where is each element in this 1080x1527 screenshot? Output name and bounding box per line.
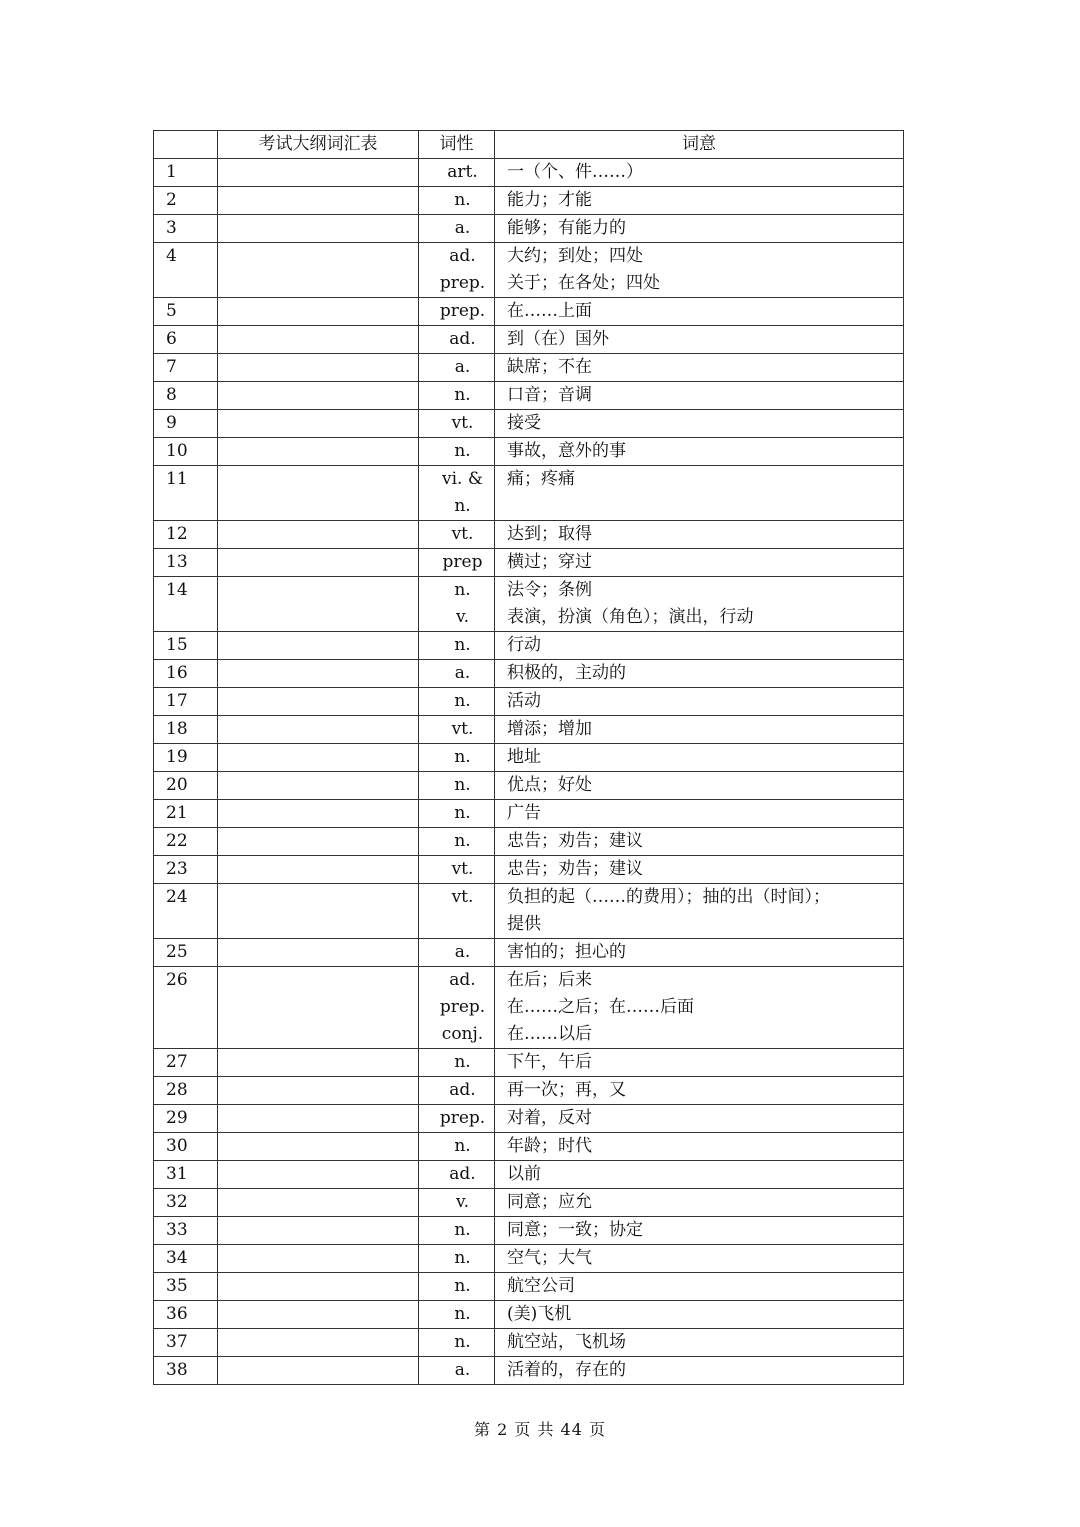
- pos-line: n.: [454, 580, 471, 600]
- pos-line: n.: [454, 1052, 471, 1072]
- row-meaning: [495, 549, 904, 577]
- row-number: 25: [154, 939, 218, 967]
- row-number: 12: [154, 521, 218, 549]
- meaning-line: 空气；大气: [507, 1248, 592, 1268]
- row-part-of-speech: [419, 354, 495, 382]
- row-word: [218, 1329, 419, 1357]
- pos-line: n.: [454, 1248, 471, 1268]
- row-number: 10: [154, 438, 218, 466]
- pos-line: prep.: [439, 1108, 486, 1128]
- row-meaning: [495, 382, 904, 410]
- row-part-of-speech: [419, 1357, 495, 1385]
- pos-line: v.: [456, 607, 469, 627]
- pos-line: v.: [456, 1192, 469, 1212]
- pos-line: a.: [454, 1360, 471, 1380]
- row-part-of-speech: [419, 800, 495, 828]
- row-meaning: [495, 800, 904, 828]
- row-part-of-speech: [419, 382, 495, 410]
- meaning-line: 在……上面: [507, 301, 592, 321]
- row-number: 9: [154, 410, 218, 438]
- meaning-line: 再一次；再，又: [507, 1080, 626, 1100]
- row-meaning: [495, 1357, 904, 1385]
- table-row: [154, 1105, 904, 1133]
- row-word: [218, 688, 419, 716]
- pos-line: a.: [454, 663, 471, 683]
- row-meaning: [495, 243, 904, 298]
- table-row: [154, 1133, 904, 1161]
- row-part-of-speech: [419, 1217, 495, 1245]
- table-row: [154, 187, 904, 215]
- row-number: 15: [154, 632, 218, 660]
- row-word: [218, 939, 419, 967]
- pos-line: a.: [454, 218, 471, 238]
- row-number: 24: [154, 884, 218, 939]
- header-meaning: 词意: [495, 131, 904, 159]
- row-number: 29: [154, 1105, 218, 1133]
- row-part-of-speech: [419, 1189, 495, 1217]
- row-word: [218, 660, 419, 688]
- meaning-line: 能够；有能力的: [507, 218, 626, 238]
- row-word: [218, 772, 419, 800]
- table-row: [154, 354, 904, 382]
- vocabulary-table: [153, 130, 904, 1385]
- meaning-line: 负担的起（……的费用）；抽的出（时间）；: [507, 887, 830, 907]
- table-row: [154, 660, 904, 688]
- row-number: 3: [154, 215, 218, 243]
- row-number: 37: [154, 1329, 218, 1357]
- table-row: [154, 716, 904, 744]
- table-row: [154, 466, 904, 521]
- meaning-line: 优点；好处: [507, 775, 592, 795]
- meaning-line: 事故，意外的事: [507, 441, 626, 461]
- row-part-of-speech: [419, 1105, 495, 1133]
- row-number: 34: [154, 1245, 218, 1273]
- meaning-line: 活动: [507, 691, 541, 711]
- pos-line: n.: [454, 803, 471, 823]
- row-word: [218, 466, 419, 521]
- meaning-line: 下午，午后: [507, 1052, 592, 1072]
- pos-line: vt.: [451, 859, 474, 879]
- row-number: 1: [154, 159, 218, 187]
- pos-line: vt.: [451, 524, 474, 544]
- meaning-line: 关于；在各处；四处: [507, 273, 660, 293]
- row-word: [218, 1301, 419, 1329]
- row-part-of-speech: [419, 298, 495, 326]
- row-word: [218, 716, 419, 744]
- row-word: [218, 187, 419, 215]
- table-row: [154, 1357, 904, 1385]
- pos-line: n.: [454, 691, 471, 711]
- row-part-of-speech: [419, 688, 495, 716]
- pos-line: n.: [454, 1220, 471, 1240]
- header-pos: 词性: [419, 131, 495, 159]
- meaning-line: 一（个、件……）: [507, 162, 643, 182]
- row-number: 20: [154, 772, 218, 800]
- row-meaning: [495, 1329, 904, 1357]
- pos-line: n.: [454, 635, 471, 655]
- table-row: [154, 884, 904, 939]
- row-meaning: [495, 354, 904, 382]
- row-meaning: [495, 1273, 904, 1301]
- table-row: [154, 772, 904, 800]
- row-meaning: [495, 967, 904, 1049]
- pos-line: n.: [454, 385, 471, 405]
- row-part-of-speech: [419, 828, 495, 856]
- table-row: [154, 939, 904, 967]
- pos-line: prep.: [439, 997, 486, 1017]
- table-row: [154, 967, 904, 1049]
- row-part-of-speech: [419, 660, 495, 688]
- table-row: [154, 828, 904, 856]
- row-part-of-speech: [419, 1329, 495, 1357]
- row-number: 14: [154, 577, 218, 632]
- row-part-of-speech: [419, 243, 495, 298]
- pos-line: a.: [454, 942, 471, 962]
- row-part-of-speech: [419, 438, 495, 466]
- row-meaning: [495, 577, 904, 632]
- row-meaning: [495, 856, 904, 884]
- pos-line: ad.: [449, 1080, 476, 1100]
- row-meaning: [495, 660, 904, 688]
- row-part-of-speech: [419, 466, 495, 521]
- meaning-line: 接受: [507, 413, 541, 433]
- row-meaning: [495, 1077, 904, 1105]
- row-meaning: [495, 215, 904, 243]
- row-meaning: [495, 744, 904, 772]
- row-part-of-speech: [419, 549, 495, 577]
- row-part-of-speech: [419, 772, 495, 800]
- row-number: 16: [154, 660, 218, 688]
- row-word: [218, 1357, 419, 1385]
- row-number: 7: [154, 354, 218, 382]
- table-row: [154, 521, 904, 549]
- pos-line: vt.: [451, 413, 474, 433]
- row-number: 11: [154, 466, 218, 521]
- row-part-of-speech: [419, 410, 495, 438]
- meaning-line: 法令；条例: [507, 580, 592, 600]
- row-part-of-speech: [419, 1133, 495, 1161]
- row-part-of-speech: [419, 577, 495, 632]
- meaning-line: 对着，反对: [507, 1108, 592, 1128]
- row-number: 5: [154, 298, 218, 326]
- pos-line: vi. &: [442, 469, 483, 489]
- row-word: [218, 884, 419, 939]
- table-row: [154, 856, 904, 884]
- row-part-of-speech: [419, 1245, 495, 1273]
- row-word: [218, 243, 419, 298]
- meaning-line: 能力；才能: [507, 190, 592, 210]
- pos-line: prep.: [439, 301, 486, 321]
- pos-line: n.: [454, 496, 471, 516]
- table-row: [154, 800, 904, 828]
- meaning-line: 同意；应允: [507, 1192, 592, 1212]
- meaning-line: 忠告；劝告；建议: [507, 831, 643, 851]
- meaning-line: (美)飞机: [507, 1304, 572, 1324]
- row-part-of-speech: [419, 521, 495, 549]
- row-word: [218, 326, 419, 354]
- row-word: [218, 744, 419, 772]
- meaning-line: 以前: [507, 1164, 541, 1184]
- row-word: [218, 856, 419, 884]
- meaning-line: 年龄；时代: [507, 1136, 592, 1156]
- table-row: [154, 549, 904, 577]
- row-meaning: [495, 772, 904, 800]
- row-part-of-speech: [419, 1301, 495, 1329]
- row-word: [218, 1189, 419, 1217]
- meaning-line: 在……之后；在……后面: [507, 997, 694, 1017]
- table-row: [154, 1245, 904, 1273]
- row-word: [218, 549, 419, 577]
- row-number: 8: [154, 382, 218, 410]
- row-part-of-speech: [419, 967, 495, 1049]
- meaning-line: 活着的，存在的: [507, 1360, 626, 1380]
- pos-line: ad.: [449, 1164, 476, 1184]
- row-part-of-speech: [419, 215, 495, 243]
- pos-line: n.: [454, 1276, 471, 1296]
- row-word: [218, 1049, 419, 1077]
- row-part-of-speech: [419, 716, 495, 744]
- row-number: 17: [154, 688, 218, 716]
- row-meaning: [495, 466, 904, 521]
- table-row: [154, 744, 904, 772]
- row-part-of-speech: [419, 632, 495, 660]
- meaning-line: 广告: [507, 803, 541, 823]
- row-meaning: [495, 159, 904, 187]
- row-word: [218, 828, 419, 856]
- meaning-line: 达到；取得: [507, 524, 592, 544]
- table-header-row: [154, 131, 904, 159]
- row-meaning: [495, 1189, 904, 1217]
- row-word: [218, 1245, 419, 1273]
- row-word: [218, 1077, 419, 1105]
- row-number: 6: [154, 326, 218, 354]
- meaning-line: 地址: [507, 747, 541, 767]
- meaning-line: 忠告；劝告；建议: [507, 859, 643, 879]
- row-part-of-speech: [419, 187, 495, 215]
- table-row: [154, 1161, 904, 1189]
- row-number: 36: [154, 1301, 218, 1329]
- meaning-line: 横过；穿过: [507, 552, 592, 572]
- meaning-line: 航空公司: [507, 1276, 575, 1296]
- header-number: [154, 131, 218, 159]
- row-number: 26: [154, 967, 218, 1049]
- row-number: 31: [154, 1161, 218, 1189]
- table-row: [154, 298, 904, 326]
- pos-line: ad.: [449, 246, 476, 266]
- row-part-of-speech: [419, 884, 495, 939]
- row-meaning: [495, 1217, 904, 1245]
- row-number: 35: [154, 1273, 218, 1301]
- row-number: 23: [154, 856, 218, 884]
- row-part-of-speech: [419, 1161, 495, 1189]
- row-meaning: [495, 1161, 904, 1189]
- table-row: [154, 243, 904, 298]
- meaning-line: 大约；到处；四处: [507, 246, 643, 266]
- pos-line: art.: [447, 162, 478, 182]
- header-word: 考试大纲词汇表: [218, 131, 419, 159]
- row-word: [218, 967, 419, 1049]
- row-number: 18: [154, 716, 218, 744]
- row-meaning: [495, 438, 904, 466]
- row-part-of-speech: [419, 1077, 495, 1105]
- meaning-line: 同意；一致；协定: [507, 1220, 643, 1240]
- meaning-line: 航空站，飞机场: [507, 1332, 626, 1352]
- row-word: [218, 354, 419, 382]
- meaning-line: 行动: [507, 635, 541, 655]
- pos-line: prep.: [439, 273, 486, 293]
- meaning-line: 积极的，主动的: [507, 663, 626, 683]
- row-number: 38: [154, 1357, 218, 1385]
- row-part-of-speech: [419, 1273, 495, 1301]
- pos-line: n.: [454, 831, 471, 851]
- table-row: [154, 159, 904, 187]
- meaning-line: 增添；增加: [507, 719, 592, 739]
- row-meaning: [495, 1245, 904, 1273]
- row-word: [218, 159, 419, 187]
- table-row: [154, 1301, 904, 1329]
- pos-line: ad.: [449, 970, 476, 990]
- pos-line: a.: [454, 357, 471, 377]
- table-row: [154, 1189, 904, 1217]
- meaning-line: 到（在）国外: [507, 329, 609, 349]
- row-word: [218, 577, 419, 632]
- table-row: [154, 410, 904, 438]
- row-meaning: [495, 1133, 904, 1161]
- row-word: [218, 1105, 419, 1133]
- row-word: [218, 632, 419, 660]
- row-number: 21: [154, 800, 218, 828]
- pos-line: n.: [454, 1304, 471, 1324]
- row-meaning: [495, 1301, 904, 1329]
- row-meaning: [495, 1049, 904, 1077]
- table-row: [154, 326, 904, 354]
- row-number: 2: [154, 187, 218, 215]
- row-meaning: [495, 716, 904, 744]
- row-word: [218, 521, 419, 549]
- row-number: 4: [154, 243, 218, 298]
- row-word: [218, 382, 419, 410]
- meaning-line: 缺席；不在: [507, 357, 592, 377]
- row-part-of-speech: [419, 856, 495, 884]
- row-number: 32: [154, 1189, 218, 1217]
- row-meaning: [495, 326, 904, 354]
- row-number: 22: [154, 828, 218, 856]
- row-word: [218, 1273, 419, 1301]
- row-number: 19: [154, 744, 218, 772]
- pos-line: prep: [442, 552, 483, 572]
- table-row: [154, 438, 904, 466]
- table-body: [154, 159, 904, 1385]
- row-meaning: [495, 410, 904, 438]
- row-word: [218, 1217, 419, 1245]
- row-word: [218, 438, 419, 466]
- row-word: [218, 1161, 419, 1189]
- table-row: [154, 1273, 904, 1301]
- table-row: [154, 382, 904, 410]
- pos-line: n.: [454, 747, 471, 767]
- pos-line: n.: [454, 190, 471, 210]
- row-part-of-speech: [419, 326, 495, 354]
- row-number: 30: [154, 1133, 218, 1161]
- row-number: 33: [154, 1217, 218, 1245]
- meaning-line: 痛；疼痛: [507, 469, 575, 489]
- page-footer: 第 2 页 共 44 页: [474, 1420, 606, 1439]
- row-meaning: [495, 298, 904, 326]
- row-part-of-speech: [419, 1049, 495, 1077]
- row-part-of-speech: [419, 744, 495, 772]
- table-row: [154, 632, 904, 660]
- row-word: [218, 298, 419, 326]
- table-row: [154, 1077, 904, 1105]
- pos-line: conj.: [441, 1024, 484, 1044]
- row-word: [218, 410, 419, 438]
- row-word: [218, 800, 419, 828]
- row-meaning: [495, 828, 904, 856]
- table-row: [154, 215, 904, 243]
- row-meaning: [495, 521, 904, 549]
- row-number: 13: [154, 549, 218, 577]
- meaning-line: 在后；后来: [507, 970, 592, 990]
- table-row: [154, 1217, 904, 1245]
- row-meaning: [495, 939, 904, 967]
- row-word: [218, 215, 419, 243]
- row-part-of-speech: [419, 939, 495, 967]
- meaning-line: 在……以后: [507, 1024, 592, 1044]
- table-row: [154, 577, 904, 632]
- meaning-line: 表演，扮演（角色）；演出，行动: [507, 607, 754, 627]
- row-meaning: [495, 632, 904, 660]
- pos-line: vt.: [451, 719, 474, 739]
- row-number: 28: [154, 1077, 218, 1105]
- row-meaning: [495, 1105, 904, 1133]
- row-part-of-speech: [419, 159, 495, 187]
- table-row: [154, 1329, 904, 1357]
- pos-line: n.: [454, 775, 471, 795]
- table-row: [154, 688, 904, 716]
- row-word: [218, 1133, 419, 1161]
- row-meaning: [495, 187, 904, 215]
- pos-line: n.: [454, 441, 471, 461]
- meaning-line: 害怕的；担心的: [507, 942, 626, 962]
- row-number: 27: [154, 1049, 218, 1077]
- pos-line: ad.: [449, 329, 476, 349]
- meaning-line: 口音；音调: [507, 385, 592, 405]
- table-row: [154, 1049, 904, 1077]
- meaning-line: 提供: [507, 914, 541, 934]
- pos-line: n.: [454, 1136, 471, 1156]
- row-meaning: [495, 688, 904, 716]
- pos-line: n.: [454, 1332, 471, 1352]
- row-meaning: [495, 884, 904, 939]
- pos-line: vt.: [451, 887, 474, 907]
